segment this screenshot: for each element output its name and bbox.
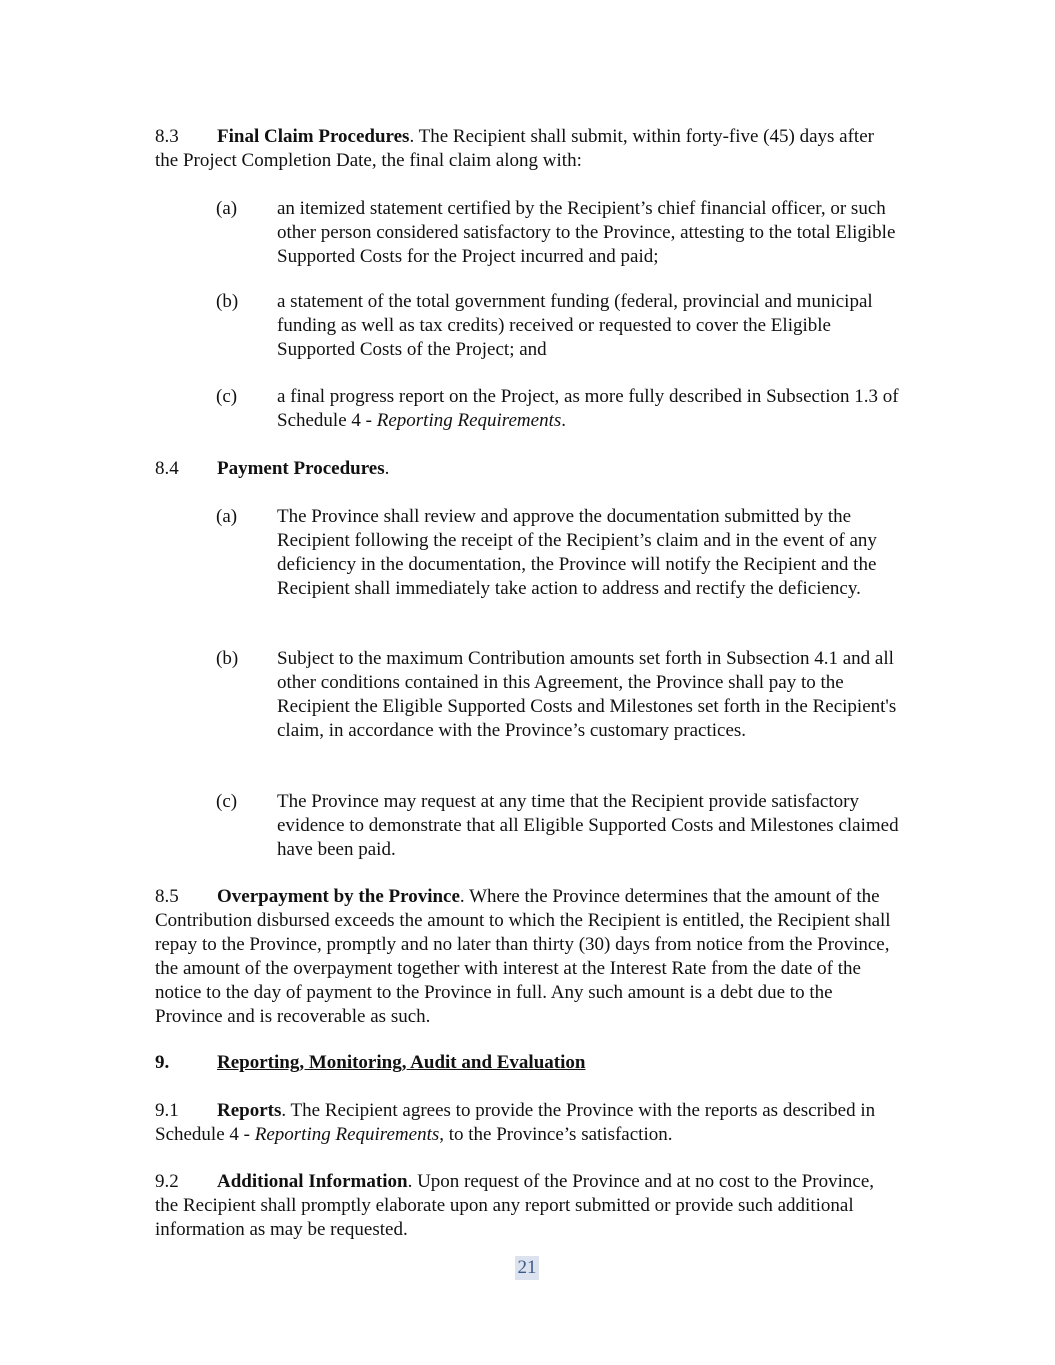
item-text: an itemized statement certified by the Recipient’s chief financial officer, or such other person considered satisfactory to the Province, attesting to the total Eligible Supported Costs for the Project incurred and paid; xyxy=(277,198,896,267)
section-9-heading xyxy=(155,1051,900,1075)
list-item xyxy=(216,197,916,269)
section-title: Final Claim Procedures xyxy=(217,126,410,147)
item-label: (c) xyxy=(216,791,238,812)
list-item xyxy=(216,385,916,433)
section-text: . Upon request of the Province and at no cost to the Province, the Recipient shall promptly elaborate upon any report submitted or provide such additional information as may be requested. xyxy=(155,1171,875,1240)
item-text: The Province may request at any time that the Recipient provide satisfactory evidence to demonstrate that all Eligible Supported Costs and Milestones claimed have been paid. xyxy=(277,791,899,860)
section-title: Reporting, Monitoring, Audit and Evaluation xyxy=(217,1052,586,1073)
section-text-italic: Reporting Requirements xyxy=(254,1124,440,1145)
item-text: The Province shall review and approve the documentation submitted by the Recipient following the receipt of the Recipient’s claim and in the event of any deficiency in the documentation, the Province will notify the Recipient and the Recipient shall immediately take action to address and rectify the deficiency. xyxy=(277,506,877,599)
item-label: (a) xyxy=(216,506,238,527)
item-text: a statement of the total government funding (federal, provincial and municipal funding as well as tax credits) received or requested to cover the Eligible Supported Costs of the Project; and xyxy=(277,291,873,360)
section-8-4 xyxy=(155,457,900,481)
section-number: 8.3 xyxy=(155,126,179,147)
section-8-3 xyxy=(155,125,900,173)
item-text: Subject to the maximum Contribution amounts set forth in Subsection 4.1 and all other conditions contained in this Agreement, the Province shall pay to the Recipient the Eligible Supported Costs and Milestones set forth in the Recipient's claim, in accordance with the Province’s customary practices. xyxy=(277,648,897,741)
section-number: 8.5 xyxy=(155,886,179,907)
item-label: (b) xyxy=(216,291,239,312)
item-text-part: . xyxy=(561,410,566,431)
section-title: Additional Information xyxy=(217,1171,408,1192)
item-text-part: a final progress report on the Project, as more fully described in Subsection 1.3 of Schedule 4 - xyxy=(277,386,899,431)
section-8-5 xyxy=(155,885,900,1029)
section-number: 9.1 xyxy=(155,1100,179,1121)
list-item xyxy=(216,790,916,862)
page-number: 21 xyxy=(515,1256,539,1280)
item-text xyxy=(277,385,905,433)
section-text: . The Recipient agrees to provide the Province with the reports as described in Schedule 4 - xyxy=(155,1100,876,1145)
item-text-italic: Reporting Requirements xyxy=(376,410,562,431)
section-text: , to the Province’s satisfaction. xyxy=(439,1124,673,1145)
section-title: Reports xyxy=(217,1100,282,1121)
section-9-2 xyxy=(155,1170,900,1242)
section-number: 9.2 xyxy=(155,1171,179,1192)
section-suffix: . xyxy=(384,458,390,479)
list-item xyxy=(216,647,916,743)
section-text: . The Recipient shall submit, within forty-five (45) days after the Project Completion Date, the final claim along with: xyxy=(155,126,874,171)
section-title: Payment Procedures xyxy=(217,458,385,479)
section-number: 9. xyxy=(155,1052,170,1073)
list-item xyxy=(216,505,916,601)
item-label: (b) xyxy=(216,648,239,669)
list-item xyxy=(216,290,916,362)
item-label: (c) xyxy=(216,386,238,407)
item-label: (a) xyxy=(216,198,238,219)
section-9-1 xyxy=(155,1099,900,1147)
section-text: . Where the Province determines that the amount of the Contribution disbursed exceeds the amount to which the Recipient is entitled, the Recipient shall repay to the Province, promptly and no later than thirty (30) days from notice from the Province, the amount of the overpayment together with interest at the Interest Rate from the date of the notice to the day of payment to the Province in full. Any such amount is a debt due to the Province and is recoverable as such. xyxy=(155,886,891,1027)
section-title: Overpayment by the Province xyxy=(217,886,460,907)
section-number: 8.4 xyxy=(155,458,179,479)
